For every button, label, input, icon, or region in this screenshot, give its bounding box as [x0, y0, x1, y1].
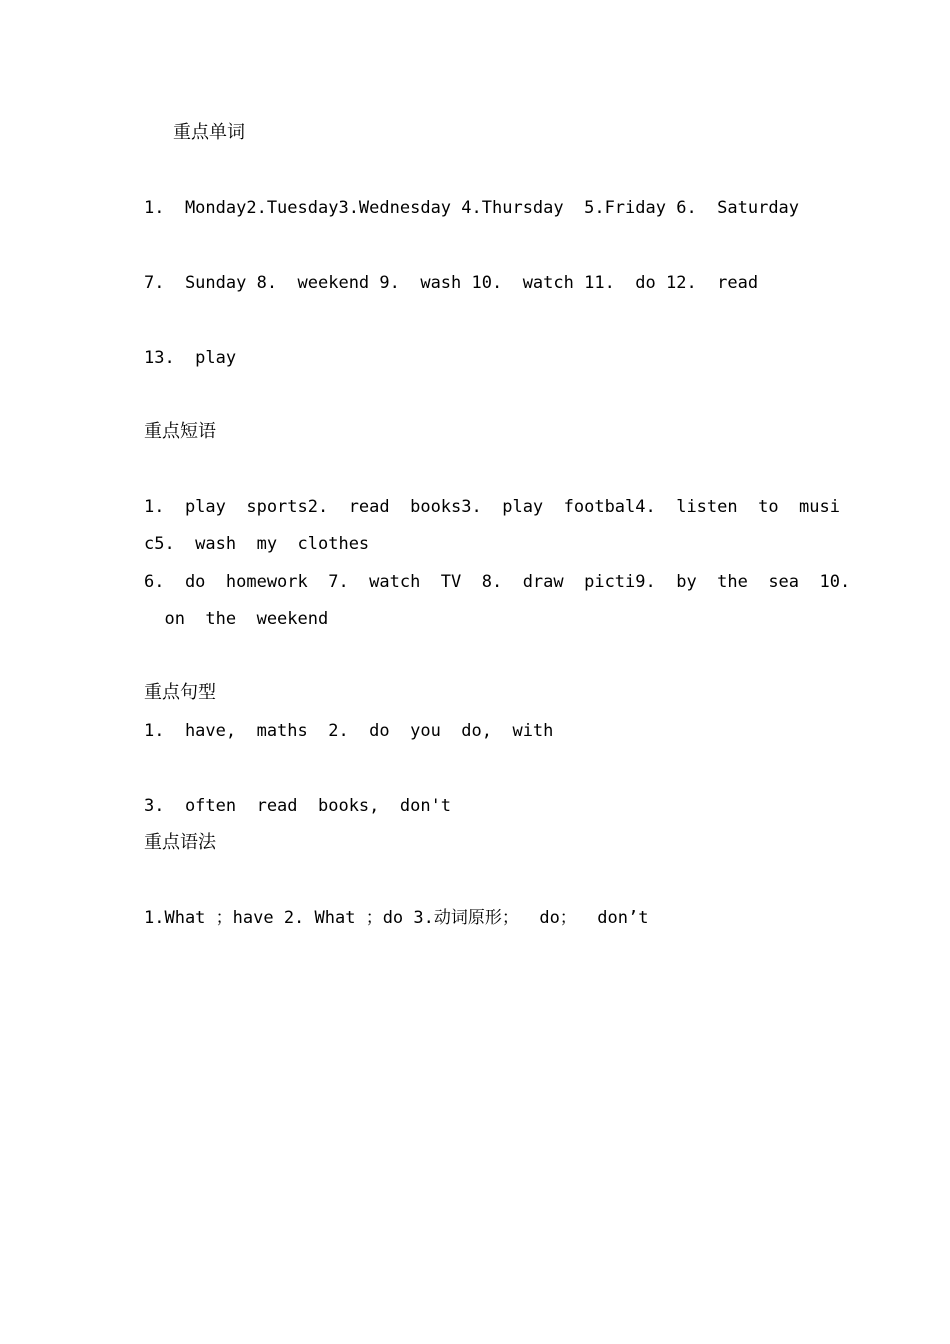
phrases-line-3: 6. do homework 7. watch TV 8. draw picti9. by the sea 10. [144, 572, 851, 592]
section-heading-words: 重点单词 [173, 122, 245, 143]
grammar-line-1: 1.What ；have 2. What ；do 3.动词原形； do； don’t [144, 908, 649, 928]
phrases-line-2: c5. wash my clothes [144, 534, 370, 554]
section-heading-grammar: 重点语法 [144, 832, 216, 853]
section-heading-phrases: 重点短语 [144, 421, 216, 442]
words-line-2: 7. Sunday 8. weekend 9. wash 10. watch 11. do 12. read [144, 273, 759, 293]
sentences-line-2: 3. often read books, don't [144, 796, 452, 816]
sentences-line-1: 1. have, maths 2. do you do, with [144, 721, 554, 741]
section-heading-sentences: 重点句型 [144, 682, 216, 703]
phrases-line-4: on the weekend [144, 609, 329, 629]
words-line-1: 1. Monday2.Tuesday3.Wednesday 4.Thursday 5.Friday 6. Saturday [144, 198, 800, 218]
phrases-line-1: 1. play sports2. read books3. play footbal4. listen to musi [144, 497, 840, 517]
words-line-3: 13. play [144, 348, 237, 368]
